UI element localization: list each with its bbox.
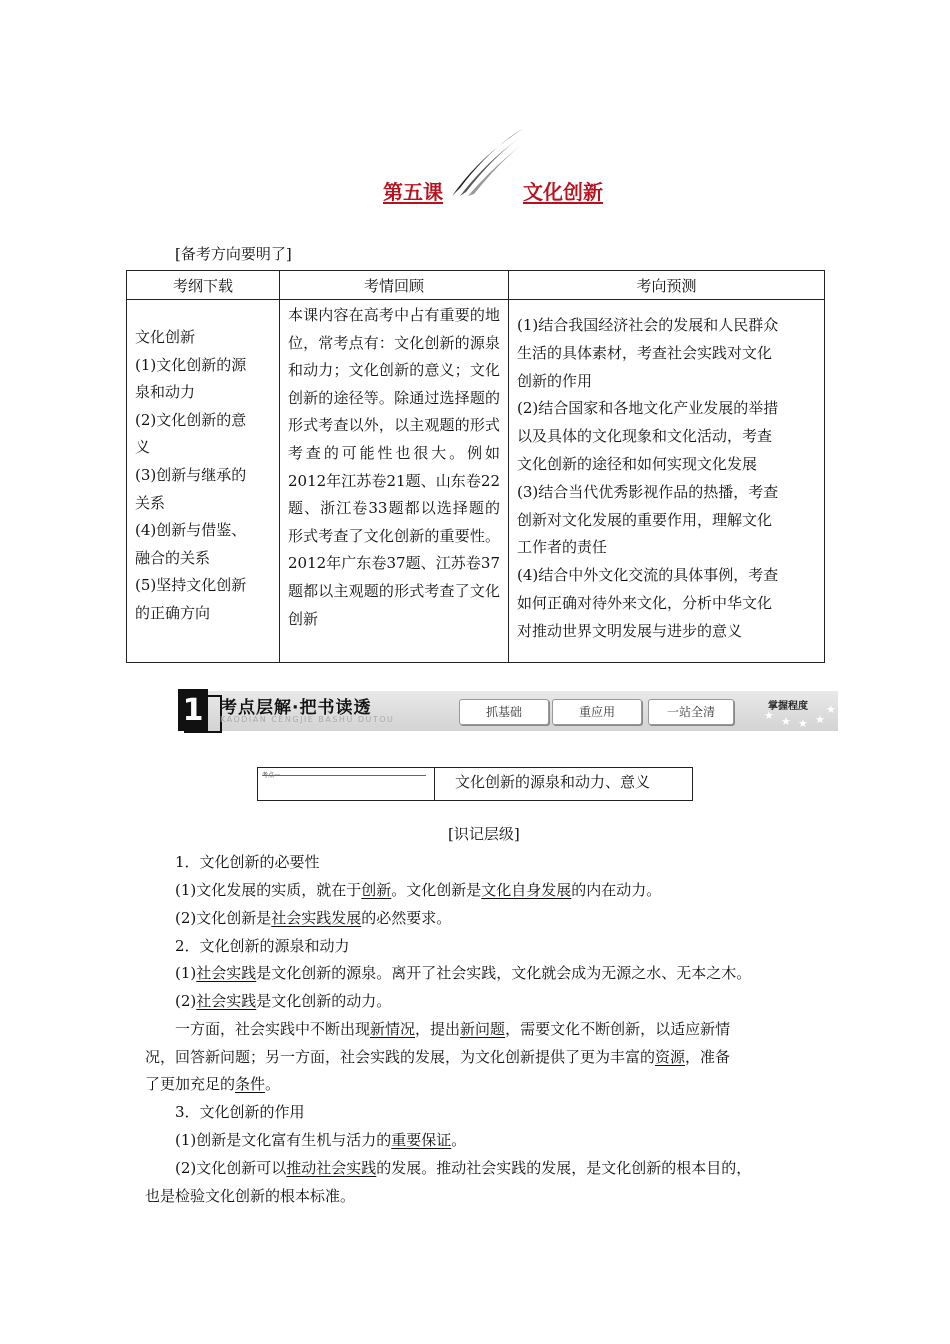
prediction-line: 以及具体的文化现象和文化活动，考查 [517,427,773,446]
header-syllabus: 考纲下载 [127,271,280,300]
lesson-title: 文化创新 [523,180,603,204]
syllabus-line: (3)创新与继承的 [135,465,247,484]
body-line [145,1046,730,1067]
prediction-line: 工作者的责任 [517,538,608,557]
keyword: 重要保证 [391,1131,452,1149]
text: 。 [265,1075,281,1093]
keyword: 创新 [361,881,392,899]
star-icon: ★ [781,715,791,728]
heading-role: 3．文化创新的作用 [175,1103,305,1121]
basics-button[interactable]: 抓基础 [459,699,549,725]
body-line [175,990,391,1011]
syllabus-line: (5)坚持文化创新 [135,576,247,595]
syllabus-line: (4)创新与借鉴、 [135,521,247,540]
syllabus-line: 关系 [135,493,166,512]
keyword: 新问题 [460,1020,506,1038]
topic-tag-divider [262,775,426,776]
review-cell: 本课内容在高考中占有重要的地位，常考点有：文化创新的源泉和动力；文化创新的意义；文化创新的途径等。除通过选择题的形式考查以外，以主观题的形式考查的可能性也很大。例如2012年江苏卷21题、山东卷22题、浙江卷33题都以选择题的形式考查了文化创新的重要性。2012年广东卷37题、江苏卷37题都以主观题的形式考查了文化创新 [280,300,509,663]
section-banner [178,691,838,731]
topic-tag-area [258,768,435,800]
banner-subtitle: KAODIAN CENGJIE BASHU DUTOU [220,715,395,724]
topic-tag: 考点一 [262,772,281,779]
syllabus-line: (2)文化创新的意 [135,410,247,429]
keyword: 资源 [655,1048,686,1066]
body-line [175,1129,466,1150]
header-prediction: 考向预测 [509,271,825,300]
keyword: 条件 [235,1075,266,1093]
text: (1)文化发展的实质，就在于 [175,881,362,899]
prediction-line: (1)结合我国经济社会的发展和人民群众 [517,316,779,334]
prediction-line: 对推动世界文明发展与进步的意义 [517,621,743,640]
mastery-label: 掌握程度 [768,701,808,712]
text: ，提出 [415,1020,461,1038]
text: (1)创新是文化富有生机与活力的 [175,1131,392,1149]
syllabus-line: 的正确方向 [135,603,211,622]
text: (1) [175,964,197,982]
heading-necessity: 1．文化创新的必要性 [175,853,320,871]
swoosh-decoration-icon [450,126,526,198]
keyword: 文化自身发展 [481,881,572,899]
syllabus-line: 义 [135,438,151,457]
text: 是文化创新的动力。 [256,992,392,1010]
body-line [145,1073,280,1094]
banner-number: 1 [178,689,208,731]
syllabus-cell [127,300,280,663]
prediction-line: 如何正确对待外来文化，分析中华文化 [517,593,773,612]
text: 一方面，社会实践中不断出现 [175,1020,371,1038]
prediction-line: 生活的具体素材，考查社会实践对文化 [517,343,773,362]
application-button[interactable]: 重应用 [552,699,642,725]
text: ，准备 [685,1048,731,1066]
exam-overview-table [126,270,825,663]
body-line [175,879,661,900]
prediction-line: (4)结合中外文化交流的具体事例，考查 [517,566,779,585]
prediction-line: 创新的作用 [517,371,593,390]
heading-source: 2．文化创新的源泉和动力 [175,937,350,955]
text: (2)文化创新是 [175,909,272,927]
prediction-line: (3)结合当代优秀影视作品的热播，考查 [517,482,779,501]
body-line: 也是检验文化创新的根本标准。 [145,1187,356,1205]
body-line [175,962,751,983]
star-icon: ★ [764,709,774,722]
text: ，需要文化不断创新，以适应新情 [505,1020,731,1038]
syllabus-line: 融合的关系 [135,548,211,567]
text: 。 [451,1131,467,1149]
lesson-number: 第五课 [383,180,443,204]
banner-title: 考点层解·把书读透 [220,698,372,718]
prediction-line: 创新对文化发展的重要作用，理解文化 [517,510,773,529]
text: 的内在动力。 [571,881,662,899]
text: 。文化创新是 [391,881,482,899]
star-icon: ★ [815,713,825,726]
section-heading: [备考方向要明了] [175,245,292,263]
header-review: 考情回顾 [280,271,509,300]
keyword: 推动社会实践 [286,1159,377,1177]
text: 了更加充足的 [145,1075,236,1093]
body-line [175,907,451,928]
star-icon: ★ [826,703,836,716]
text: 的必然要求。 [361,909,452,927]
level-heading: [识记层级] [448,825,520,843]
prediction-line: 文化创新的途径和如何实现文化发展 [517,454,758,473]
prediction-line: (2)结合国家和各地文化产业发展的举措 [517,399,779,418]
all-clear-button[interactable]: 一站全清 [648,699,734,725]
text: 是文化创新的源泉。离开了社会实践，文化就会成为无源之水、无本之木。 [256,964,752,982]
star-icon: ★ [798,717,808,730]
syllabus-line: (1)文化创新的源 [135,355,247,374]
body-line [175,1018,730,1039]
text: 的发展。推动社会实践的发展，是文化创新的根本目的， [376,1159,752,1177]
text: (2) [175,992,197,1010]
syllabus-line: 泉和动力 [135,383,196,402]
syllabus-line: 文化创新 [135,328,196,346]
keyword: 新情况 [370,1020,416,1038]
text: (2)文化创新可以 [175,1159,287,1177]
keyword: 社会实践 [196,964,257,982]
prediction-cell [509,300,825,663]
text: 况，回答新问题；另一方面，社会实践的发展，为文化创新提供了更为丰富的 [145,1048,656,1066]
topic-title: 文化创新的源泉和动力、意义 [455,773,651,791]
keyword: 社会实践发展 [271,909,362,927]
topic-box [257,767,693,801]
keyword: 社会实践 [196,992,257,1010]
body-line [175,1157,751,1178]
